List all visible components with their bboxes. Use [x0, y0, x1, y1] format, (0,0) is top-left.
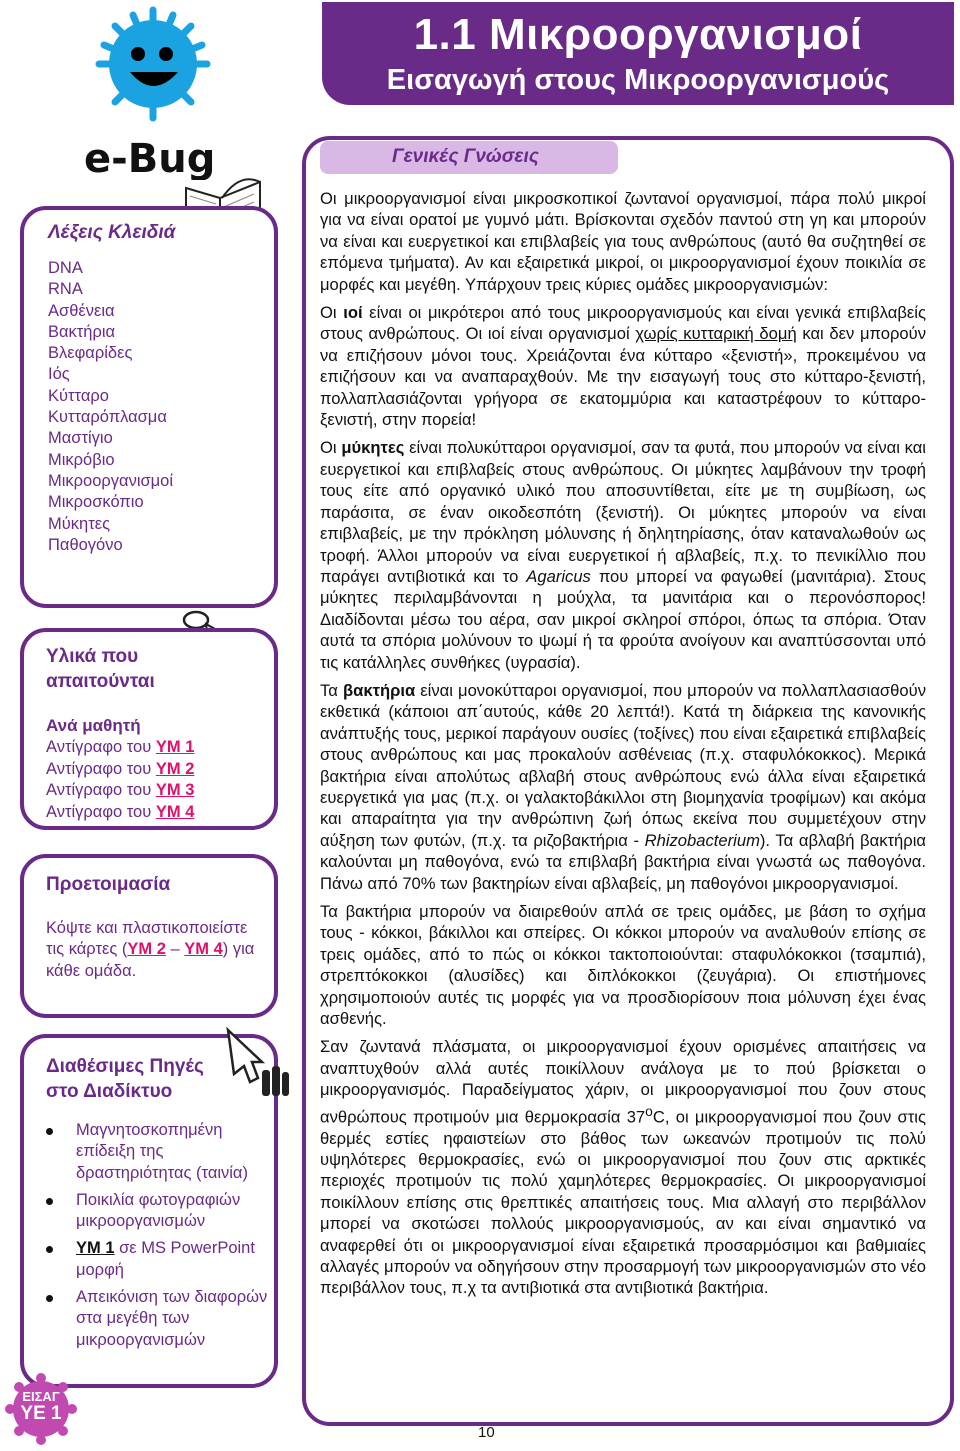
section-badge-text: ΕΙΣΑΓ ΥΕ 1	[20, 1389, 62, 1424]
worksheet-link-sm2[interactable]: ΥΜ 2	[127, 940, 166, 959]
section-tab-label: Γενικές Γνώσεις	[392, 146, 539, 167]
worksheet-link-sm4[interactable]: ΥΜ 4	[184, 940, 223, 959]
materials-item: Αντίγραφο του ΥΜ 2	[46, 759, 195, 778]
bullet-icon	[46, 1246, 53, 1253]
web-resource-item[interactable]: Μαγνητοσκοπημένη επίδειξη της δραστηριότητας (ταινία)	[46, 1120, 268, 1184]
paragraph-viruses: Οι ιοί είναι οι μικρότεροι από τους μικροοργανισμούς και είναι γενικά επιβλαβείς στους ανθρώπους. Οι ιοί είναι οργανισμοί χωρίς κυτταρική δομή και δεν μπορούν να επιζήσουν μόνοι τους. Χρειάζονται ένα κύτταρο «ξενιστή», προκειμένου να επιζήσουν και να αναπαραχθούν. Με την εισαγωγή τους στο κύτταρο-ξενιστή, πολλαπλασιάζονται γρήγορα σε εκατομμύρια και καταστρέφουν το κύτταρο-ξενιστή, στην πορεία!	[320, 303, 927, 430]
materials-item: Αντίγραφο του ΥΜ 4	[46, 802, 195, 821]
keyword-item: RNA	[48, 280, 83, 299]
paragraph-intro: Οι μικροοργανισμοί είναι μικροσκοπικοί ζωντανοί οργανισμοί, πάρα πολύ μικροί για να είναι ορατοί με γυμνό μάτι. Βρίσκονται σχεδόν παντού στη γη και μπορούν να είναι και ευεργετικοί και επιβλαβείς για τους ανθρώπους (αυτό θα συζητηθεί σε επόμενα τμήματα). Αν και εξαιρετικά μικροί, οι μικροοργανισμοί έχουν ποικιλία σε μορφές και μεγέθη. Υπάρχουν τρεις κύριες ομάδες μικροοργανισμών:	[320, 189, 926, 294]
keywords-list	[48, 258, 173, 556]
keyword-item: Βακτήρια	[48, 322, 116, 341]
preparation-text: Κόψτε και πλαστικοποιείστε τις κάρτες (ΥΜ 2 – ΥΜ 4) για κάθε ομάδα.	[46, 919, 255, 980]
keywords-box	[20, 206, 278, 608]
keyword-item: Κύτταρο	[48, 386, 109, 405]
keyword-item: Βλεφαρίδες	[48, 344, 133, 363]
worksheet-link-sm2[interactable]: ΥΜ 2	[155, 759, 195, 778]
keyword-item: Μύκητες	[48, 514, 111, 533]
keyword-item: DNA	[48, 259, 83, 277]
keyword-item: Κυτταρόπλασμα	[48, 408, 167, 427]
materials-title: Υλικά που απαιτούνται	[46, 646, 155, 692]
materials-list	[46, 737, 194, 823]
ebug-logo	[78, 2, 228, 180]
page-subtitle: Εισαγωγή στους Μικροοργανισμούς	[386, 64, 890, 96]
materials-box	[20, 628, 278, 830]
web-resource-item[interactable]: ΥΜ 1 σε MS PowerPoint μορφή	[46, 1238, 268, 1281]
keyword-item: Μικρόβιο	[48, 450, 115, 469]
paragraph-bacteria-shapes: Τα βακτήρια μπορούν να διαιρεθούν απλά σε τρεις ομάδες, με βάση το σχήμα τους - κόκκοι, βάκιλλοι και σπείρες. Οι κόκκοι μπορούν να αναλυθούν επίσης σε τρεις ομάδες, από το πώς οι κόκκοι τακτοποιούνται: σταφυλόκοκκοι (τσαμπιά), στρεπτόκοκκοι (αλυσίδες) και διπλόκοκκοι (ζευγάρια). Οι επιστήμονες χρησιμοποιούν αυτές τις μορφές για να προσδιορίσουν ποια μόλυνση έχει ένας ασθενής.	[320, 902, 926, 1029]
bullet-icon	[46, 1295, 53, 1302]
materials-item: Αντίγραφο του ΥΜ 3	[46, 781, 195, 799]
materials-item: Αντίγραφο του ΥΜ 1	[46, 738, 195, 756]
keyword-item: Ιός	[48, 365, 70, 384]
worksheet-link-sm3[interactable]: ΥΜ 3	[155, 781, 195, 799]
logo-text: e-Bug	[84, 136, 216, 180]
keyword-item: Μαστίγιο	[48, 429, 113, 448]
materials-subtitle: Ανά μαθητή	[46, 716, 141, 735]
web-resources-list	[46, 1120, 268, 1357]
bullet-icon	[46, 1198, 53, 1205]
header-banner	[322, 2, 954, 105]
content-text	[320, 188, 926, 1306]
page-title: 1.1 Μικροοργανισμοί	[413, 10, 863, 59]
paragraph-fungi: Οι μύκητες είναι πολυκύτταροι οργανισμοί, σαν τα φυτά, που μπορούν να είναι και ευεργετικοί και επιβλαβείς στους ανθρώπους. Οι μύκητες λαμβάνουν την τροφή τους είτε από οργανικό υλικό που αποσυντίθεται, είτε με τη συμβίωση, ως παράσιτα, σε έναν οικοδεσπότη (ξενιστή). Οι μύκητες μπορούν να είναι επιβλαβείς, με την πρόκληση μόλυνσης ή δηλητηρίασης, όταν καταναλωθούν ως τροφή. Άλλοι μπορούν να είναι ευεργετικοί ή αβλαβείς, π.χ. το πενικίλλιο που παράγει αντιβιοτικά και το Agaricus που μπορεί να φαγωθεί (μανιτάρια). Στους μύκητες περιλαμβάνονται η μούχλα, τα μανιτάρια και ο περονόσπορος! Διαδίδονται μέσω του αέρα, σαν μικροί σκληροί σπόροι, όπως τα σπόρια. Όταν αυτά τα σπόρια μολύνουν το ψωμί ή τα φρούτα ανοίγουν και αναπτύσσονται υπό τις κατάλληλες συνθήκες (υγρασία).	[320, 438, 927, 672]
page-number: 10	[478, 1424, 495, 1441]
keyword-item: Μικροοργανισμοί	[48, 471, 174, 490]
section-tab	[320, 141, 618, 174]
bullet-icon	[46, 1128, 53, 1135]
worksheet-link-sm1[interactable]: ΥΜ 1	[155, 738, 195, 756]
web-resource-item[interactable]: Απεικόνιση των διαφορών στα μεγέθη των μικροοργανισμών	[46, 1287, 268, 1351]
keyword-item: Μικροσκόπιο	[48, 493, 144, 512]
web-resource-item[interactable]: Ποικιλία φωτογραφιών μικροοργανισμών	[46, 1190, 268, 1233]
paragraph-requirements: Σαν ζωντανά πλάσματα, οι μικροοργανισμοί έχουν ορισμένες απαιτήσεις να αναπτυχθούν αλλά αυτές ποικίλλουν ανάλογα με το πού βρίσκεται ο μικροοργανισμός. Παραδείγματος χάριν, οι μικροοργανισμοί που ζουν στους ανθρώπους προτιμούν μια θερμοκρασία 37$^o$C, οι μικροοργανισμοί που ζουν στις θερμές εστίες ηφαιστείων στο βάθος των ωκεανών προτιμούν τις πολύ υψηλότερες θερμοκρασίες, ενώ οι μικροοργανισμοί που ζουν στις αρκτικές περιοχές προτιμούν τις πολύ χαμηλότερες θερμοκρασίες. Οι μικροοργανισμοί ποικίλλουν επίσης στις θρεπτικές απαιτήσεις τους. Μια αλλαγή στο περιβάλλον μπορεί να σκοτώσει πολλούς μικροοργανισμούς, αν και είναι σημαντικό να αναφερθεί ότι οι μικροοργανισμοί είναι εξαιρετικά προσαρμόσιμοι και βαθμιαίες αλλαγές μπορούν να οδηγήσουν στην προσαρμογή των μικροοργανισμών στο νέο περιβάλλον τους, π.χ τα αντιβιοτικά στα αντιβιοτικά βακτήρια.	[320, 1037, 926, 1298]
preparation-title: Προετοιμασία	[46, 874, 171, 895]
preparation-box	[20, 854, 278, 1018]
worksheet-link-sm4[interactable]: ΥΜ 4	[155, 802, 195, 821]
paragraph-bacteria: Τα βακτήρια είναι μονοκύτταροι οργανισμοί, που μπορούν να πολλαπλασιασθούν εκθετικά (κάποιοι απ΄αυτούς, κάθε 20 λεπτά!). Κατά τη διάρκεια της κανονικής ανάπτυξής τους, μερικοί παράγουν ουσίες (τοξίνες) που είναι εξαιρετικά επιβλαβείς στους ανθρώπους και μας προκαλούν ασθένειας (π.χ. σταφυλόκοκκος). Μερικά βακτήρια είναι απολύτως αβλαβή στους ανθρώπους ενώ άλλα είναι εξαιρετικά ευεργετικά για μας (π.χ. οι γαλακτοβάκιλλοι στη βιομηχανία τροφίμων) και ακόμα και απαραίτητα για την ανθρώπινη ζωή όπως εκείνα που συμμετέχουν στην αύξηση των φυτών, (π.χ. τα ριζοβακτήρια - Rhizobacterium). Τα αβλαβή βακτήρια καλούνται μη παθογόνα, ενώ τα επιβλαβή βακτήρια είναι γνωστά ως παθογόνα. Πάνω από 70% των βακτηρίων είναι αβλαβείς, μη παθογόνοι μικροοργανισμοί.	[320, 680, 926, 893]
keyword-item: Ασθένεια	[48, 301, 115, 320]
hand-cursor-icon	[222, 1022, 292, 1102]
web-resources-title: Διαθέσιμες Πηγές στο Διαδίκτυο	[46, 1056, 204, 1102]
keywords-title: Λέξεις Κλειδιά	[48, 222, 176, 243]
keyword-item: Παθογόνο	[48, 535, 123, 554]
